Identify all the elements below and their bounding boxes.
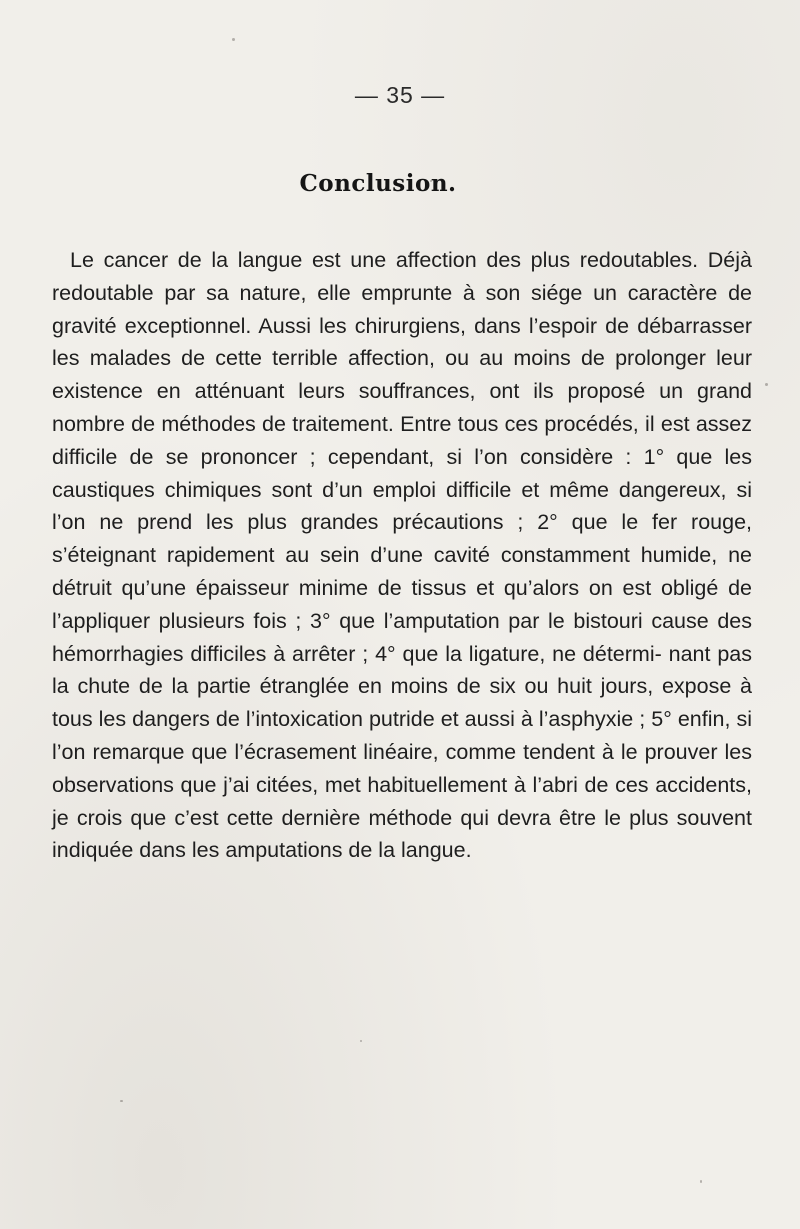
paper-speck: [765, 383, 768, 386]
page-number: — 35 —: [354, 82, 446, 108]
paper-speck: [120, 1100, 123, 1102]
paper-speck: [360, 1040, 362, 1042]
paper-speck: [232, 38, 235, 41]
paper-speck: [430, 180, 432, 182]
paper-speck: [700, 1180, 702, 1183]
section-title: Conclusion.: [299, 170, 457, 197]
body-paragraph: Le cancer de la langue est une affection des plus redoutables. Déjà redoutable par sa nature, elle emprunte à son siége un caractère de gravité exceptionnel. Aussi les chirurgiens, dans l’espoir de débarrasser les malades de cette terrible affection, ou au moins de prolonger leur existence en atténuant leurs souffrances, ont ils proposé un grand nombre de méthodes de traitement. Entre tous ces procédés, il est assez difficile de se prononcer ; cependant, si l’on considère : 1° que les caustiques chimiques sont d’un emploi difficile et même dangereux, si l’on ne prend les plus grandes précautions ; 2° que le fer rouge, s’éteignant rapidement au sein d’une cavité constamment humide, ne détruit qu’une épaisseur minime de tissus et qu’alors on est obligé de l’appliquer plusieurs fois ; 3° que l’amputation par le bistouri cause des hémorrhagies difficiles à arrêter ; 4° que la ligature, ne détermi- nant pas la chute de la partie étranglée en moins de six ou huit jours, expose à tous les dangers de l’intoxication putride et aussi à l’asphyxie ; 5° enfin, si l’on remarque que l’écrasement linéaire, comme tendent à le prouver les observations que j’ai citées, met habituellement à l’abri de ces accidents, je crois que c’est cette dernière méthode qui devra être le plus souvent indiquée dans les amputations de la langue.: [52, 248, 752, 863]
